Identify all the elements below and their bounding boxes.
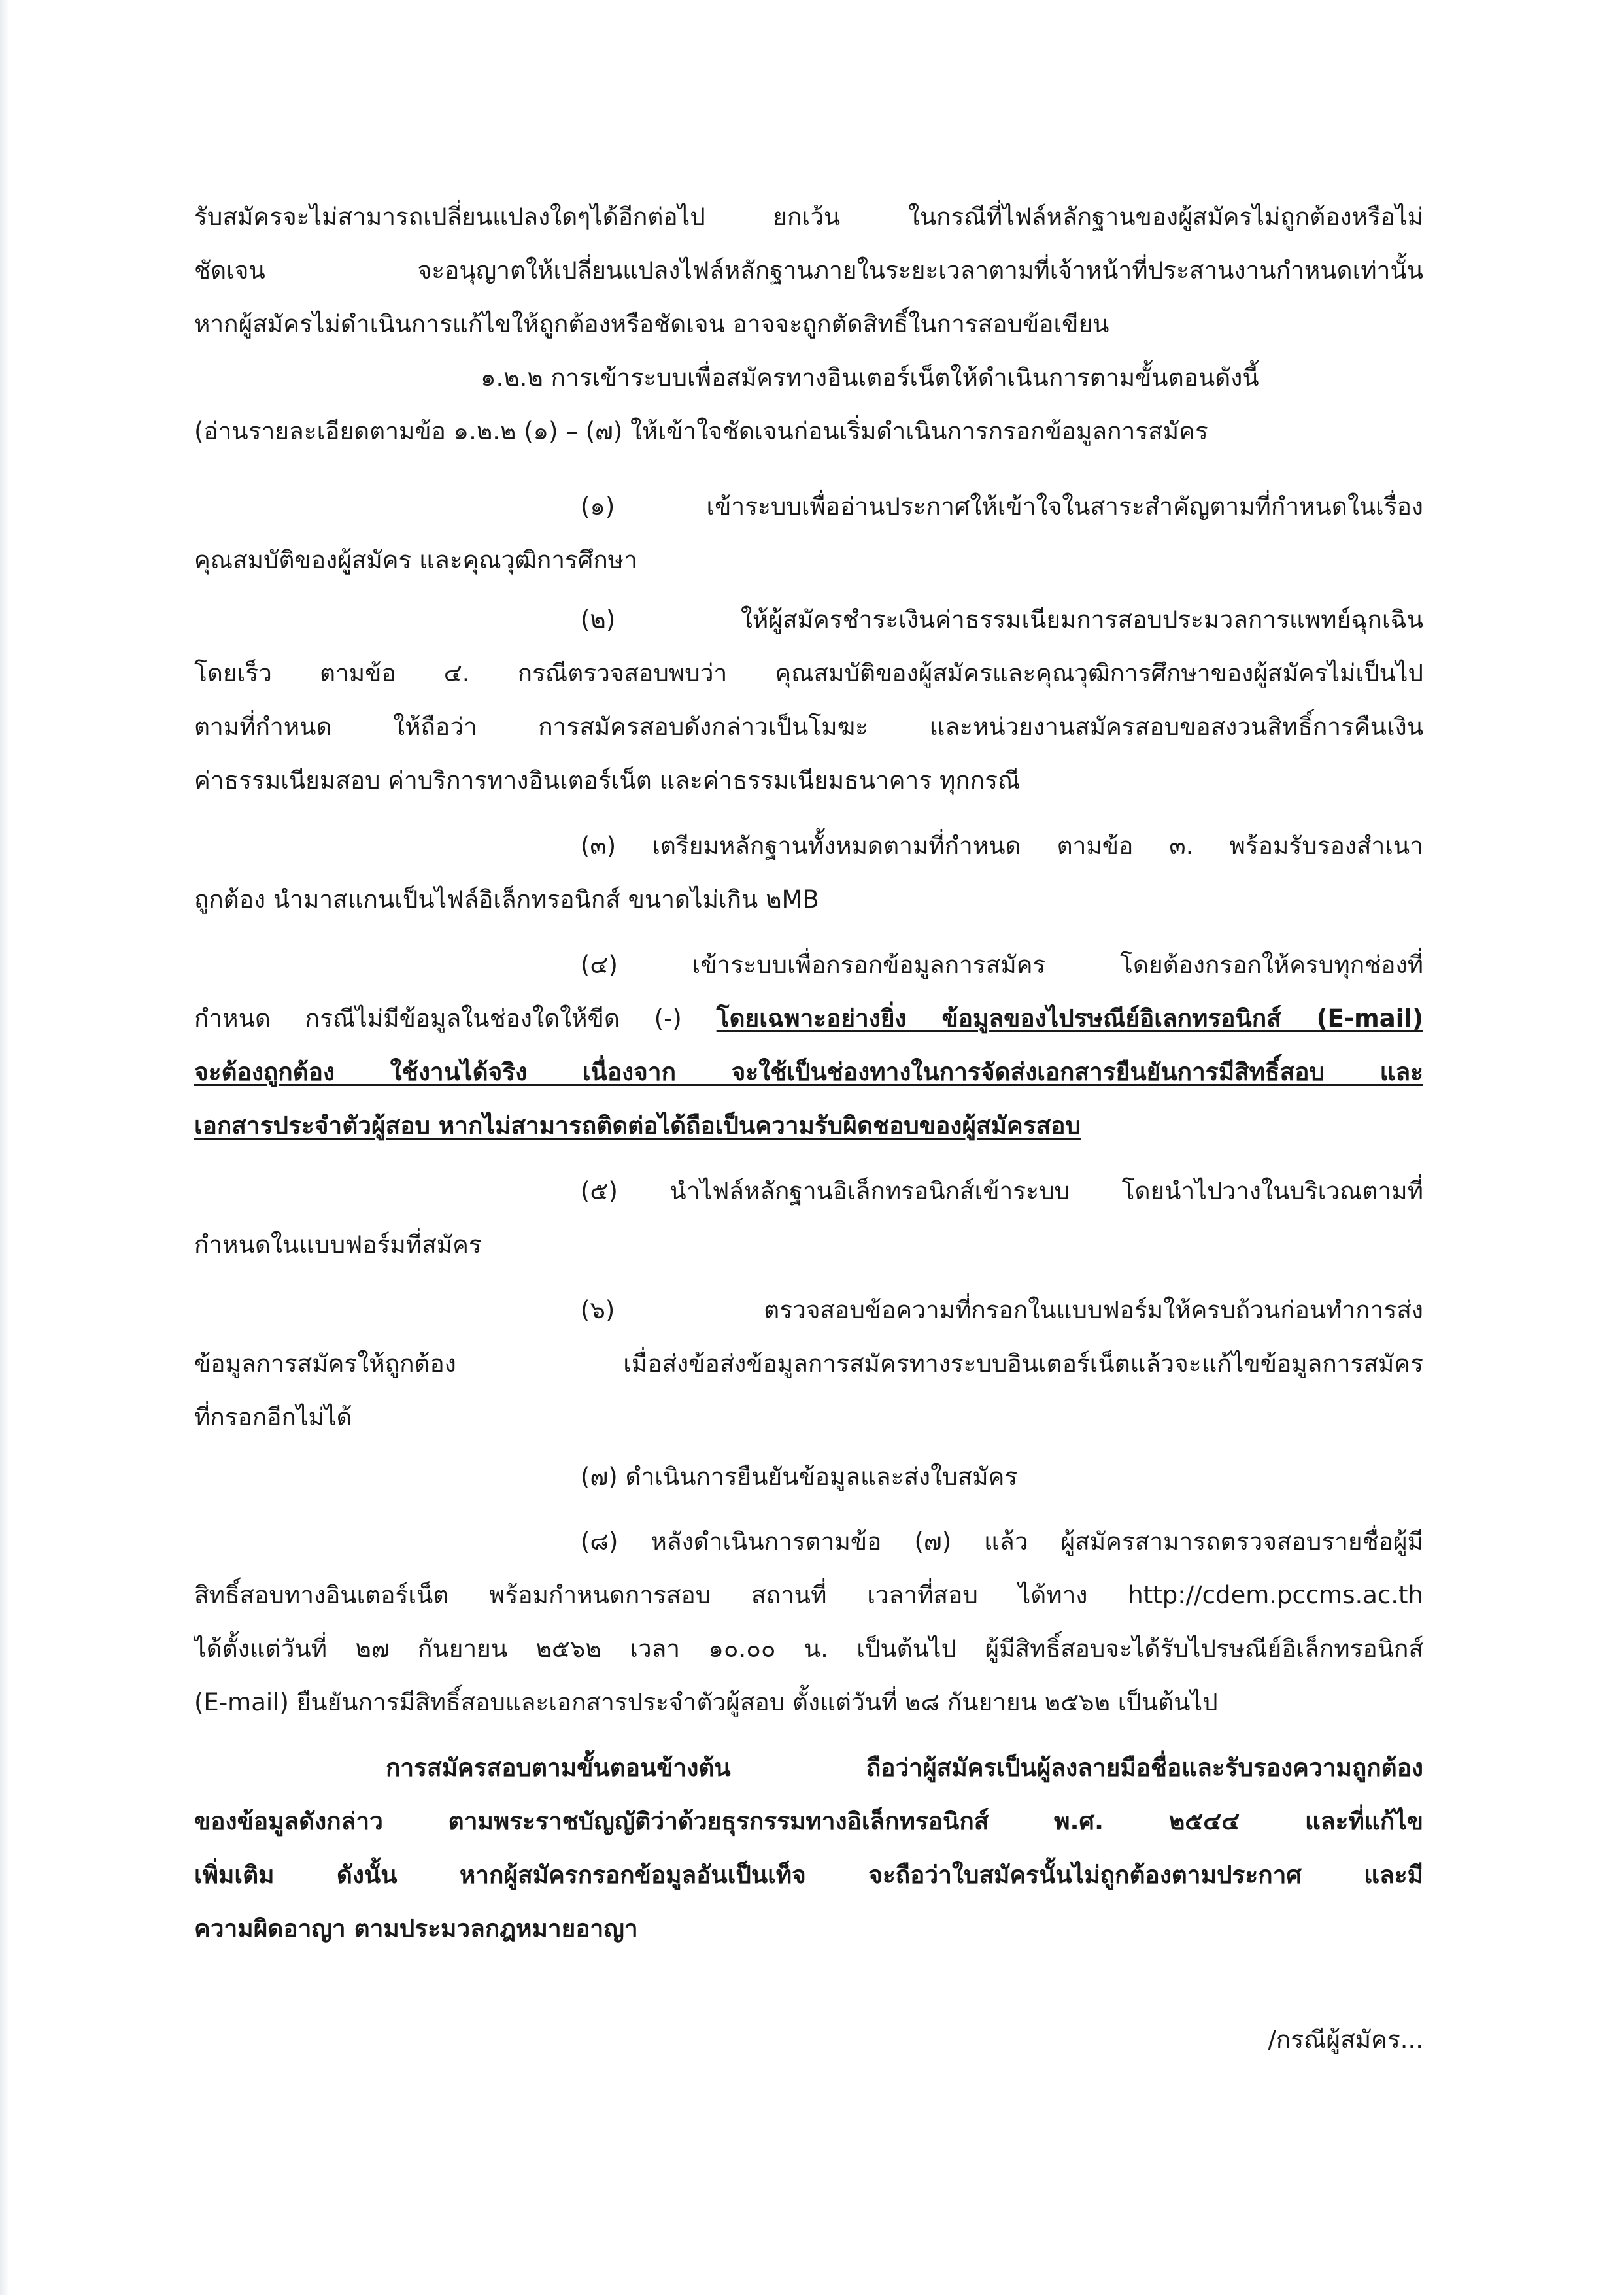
list-item-5: (๕) นำไฟล์หลักฐานอิเล็กทรอนิกส์เข้าระบบ โดยนำไปวางในบริเวณตามที่ [581, 1177, 1423, 1205]
paragraph-line: สิทธิ์สอบทางอินเตอร์เน็ต พร้อมกำหนดการสอบ สถานที่ เวลาที่สอบ ได้ทาง http://cdem.pccms.ac.th [194, 1581, 1423, 1609]
paragraph-line: ค่าธรรมเนียมสอบ ค่าบริการทางอินเตอร์เน็ต และค่าธรรมเนียมธนาคาร ทุกกรณี [194, 766, 1021, 794]
bold-paragraph-line: เพิ่มเติม ดังนั้น หากผู้สมัครกรอกข้อมูลอันเป็นเท็จ จะถือว่าใบสมัครนั้นไม่ถูกต้องตามประกาศ และมี [194, 1861, 1423, 1889]
bold-paragraph-line: การสมัครสอบตามขั้นตอนข้างต้น ถือว่าผู้สมัครเป็นผู้ลงลายมือชื่อและรับรองความถูกต้อง [386, 1754, 1423, 1782]
paragraph-line: (E-mail) ยืนยันการมีสิทธิ์สอบและเอกสารประจำตัวผู้สอบ ตั้งแต่วันที่ ๒๘ กันยายน ๒๕๖๒ เป็นต้นไป [194, 1688, 1218, 1716]
bold-paragraph-line: ความผิดอาญา ตามประมวลกฎหมายอาญา [194, 1914, 638, 1943]
list-item-3: (๓) เตรียมหลักฐานทั้งหมดตามที่กำหนด ตามข้อ ๓. พร้อมรับรองสำเนา [581, 832, 1423, 860]
paragraph-line: กำหนดในแบบฟอร์มที่สมัคร [194, 1231, 482, 1259]
list-item-6: (๖) ตรวจสอบข้อความที่กรอกในแบบฟอร์มให้ครบถ้วนก่อนทำการส่ง [581, 1296, 1423, 1324]
emphasis-line: เอกสารประจำตัวผู้สอบ หากไม่สามารถติดต่อได้ถือเป็นความรับผิดชอบของผู้สมัครสอบ [194, 1112, 1081, 1140]
paragraph-line: ตามที่กำหนด ให้ถือว่า การสมัครสอบดังกล่าวเป็นโมฆะ และหน่วยงานสมัครสอบขอสงวนสิทธิ์การคืนเงิน [194, 713, 1423, 741]
paragraph-line: (อ่านรายละเอียดตามข้อ ๑.๒.๒ (๑) – (๗) ให้เข้าใจชัดเจนก่อนเริ่มดำเนินการกรอกข้อมูลการสมัคร [194, 417, 1208, 445]
section-heading: ๑.๒.๒ การเข้าระบบเพื่อสมัครทางอินเตอร์เน็ตให้ดำเนินการตามขั้นตอนดังนี้ [481, 364, 1259, 392]
list-item-8: (๘) หลังดำเนินการตามข้อ (๗) แล้ว ผู้สมัครสามารถตรวจสอบรายชื่อผู้มี [581, 1527, 1423, 1556]
list-item-4: (๔) เข้าระบบเพื่อกรอกข้อมูลการสมัคร โดยต้องกรอกให้ครบทุกช่องที่ [581, 951, 1423, 979]
list-item-7: (๗) ดำเนินการยืนยันข้อมูลและส่งใบสมัคร [581, 1463, 1018, 1491]
paragraph-line: คุณสมบัติของผู้สมัคร และคุณวุฒิการศึกษา [194, 546, 637, 574]
emphasis-line: จะต้องถูกต้อง ใช้งานได้จริง เนื่องจาก จะใช้เป็นช่องทางในการจัดส่งเอกสารยืนยันการมีสิทธิ์สอบ และ [194, 1058, 1423, 1086]
paragraph-line [194, 999, 1423, 1038]
continuation-note: /กรณีผู้สมัคร... [1268, 2026, 1423, 2054]
paragraph-line: ได้ตั้งแต่วันที่ ๒๗ กันยายน ๒๕๖๒ เวลา ๑๐.๐๐ น. เป็นต้นไป ผู้มีสิทธิ์สอบจะได้รับไปรษณีย์อิเล็กทรอนิกส์ [194, 1635, 1423, 1663]
list-item-1: (๑) เข้าระบบเพื่ออ่านประกาศให้เข้าใจในสาระสำคัญตามที่กำหนดในเรื่อง [581, 492, 1423, 520]
paragraph-line: ชัดเจน จะอนุญาตให้เปลี่ยนแปลงไฟล์หลักฐานภายในระยะเวลาตามที่เจ้าหน้าที่ประสานงานกำหนดเท่านั้น [194, 256, 1423, 284]
paragraph-line: หากผู้สมัครไม่ดำเนินการแก้ไขให้ถูกต้องหรือชัดเจน อาจจะถูกตัดสิทธิ์ในการสอบข้อเขียน [194, 310, 1109, 338]
scan-edge-shadow [0, 0, 9, 2295]
paragraph-line: โดยเร็ว ตามข้อ ๔. กรณีตรวจสอบพบว่า คุณสมบัติของผู้สมัครและคุณวุฒิการศึกษาของผู้สมัครไม่เป็นไป [194, 659, 1423, 687]
list-item-2: (๒) ให้ผู้สมัครชำระเงินค่าธรรมเนียมการสอบประมวลการแพทย์ฉุกเฉิน [581, 605, 1423, 634]
bold-paragraph-line: ของข้อมูลดังกล่าว ตามพระราชบัญญัติว่าด้วยธุรกรรมทางอิเล็กทรอนิกส์ พ.ศ. ๒๕๔๔ และที่แก้ไข [194, 1807, 1423, 1835]
emphasis-text: โดยเฉพาะอย่างยิ่ง ข้อมูลของไปรษณีย์อิเลกทรอนิกส์ (E-mail) [716, 1004, 1423, 1032]
paragraph-line: ถูกต้อง นำมาสแกนเป็นไฟล์อิเล็กทรอนิกส์ ขนาดไม่เกิน ๒MB [194, 885, 819, 913]
paragraph-line: ข้อมูลการสมัครให้ถูกต้อง เมื่อส่งข้อส่งข้อมูลการสมัครทางระบบอินเตอร์เน็ตแล้วจะแก้ไขข้อมูลการสมัคร [194, 1350, 1423, 1378]
paragraph-line: ที่กรอกอีกไม่ได้ [194, 1403, 352, 1431]
paragraph-line: รับสมัครจะไม่สามารถเปลี่ยนแปลงใดๆได้อีกต่อไป ยกเว้น ในกรณีที่ไฟล์หลักฐานของผู้สมัครไม่ถูกต้องหรือไม่ [194, 203, 1423, 231]
text-plain: กำหนด กรณีไม่มีข้อมูลในช่องใดให้ขีด (-) [194, 1004, 682, 1032]
